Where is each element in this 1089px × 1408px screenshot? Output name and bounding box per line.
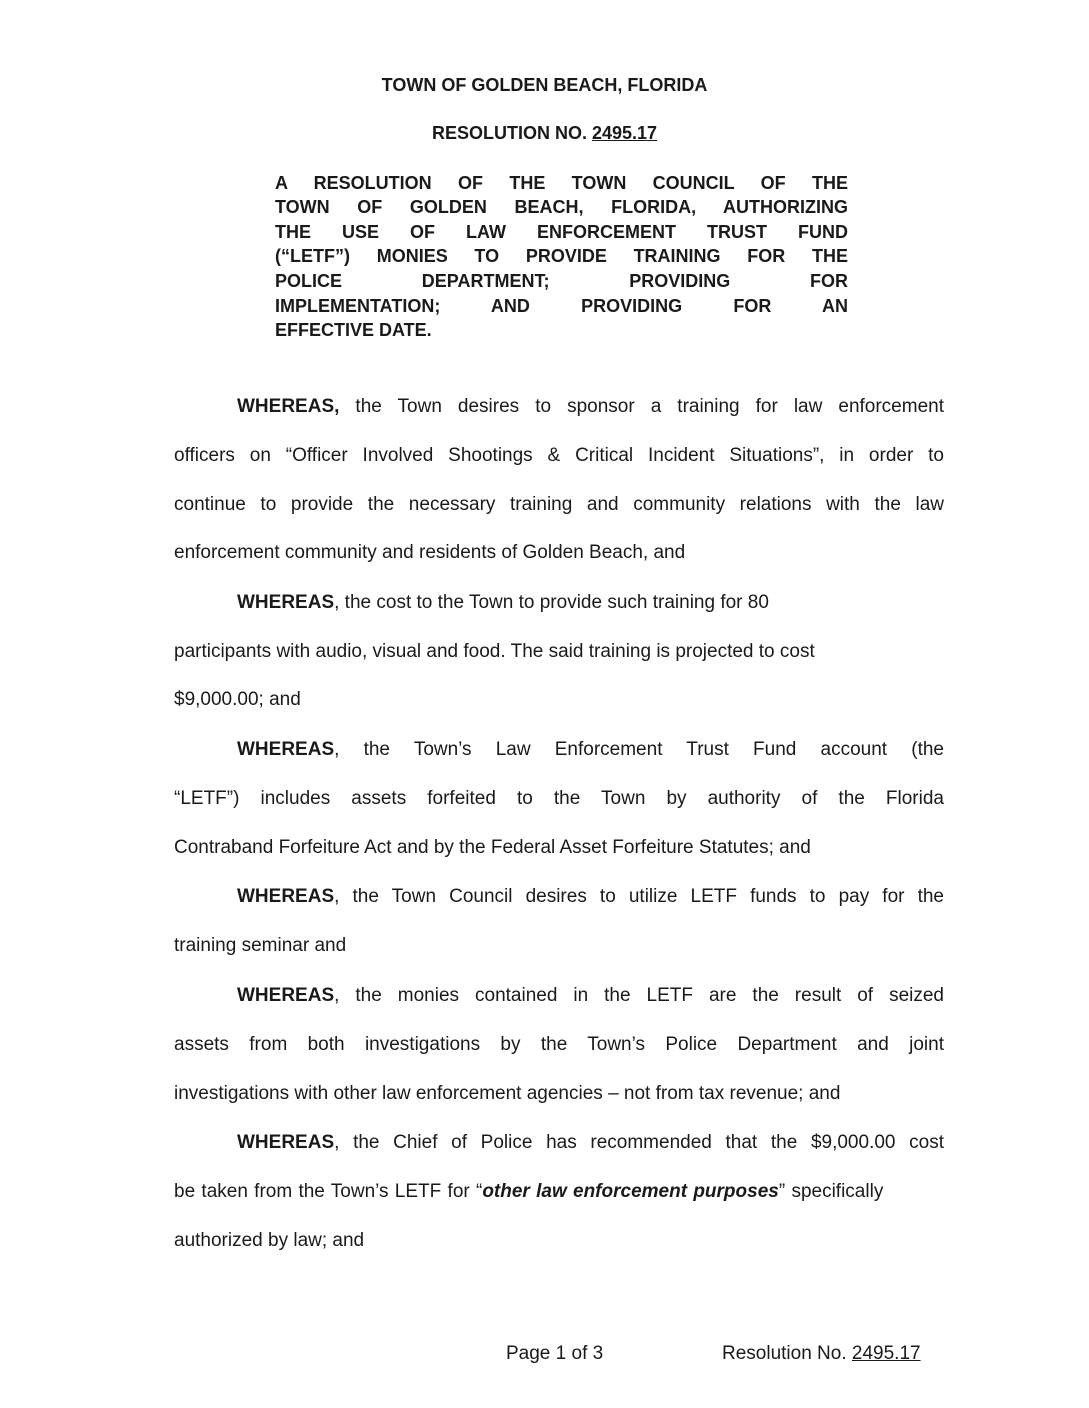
line-text: be taken from the Town’s LETF for “ — [174, 1181, 483, 1202]
whereas-keyword: WHEREAS — [237, 985, 335, 1006]
caption-line: EFFECTIVE DATE. — [275, 320, 432, 340]
body-line — [174, 1180, 944, 1204]
footer-resolution-number — [722, 1343, 921, 1365]
body-line — [237, 1131, 944, 1155]
body-line: authorized by law; and — [174, 1230, 365, 1251]
body-line: training seminar and — [174, 935, 347, 956]
footer-resolution-value: 2495.17 — [851, 1343, 921, 1364]
body-line: participants with audio, visual and food. The said training is projected to cost — [174, 641, 815, 662]
caption-line: A RESOLUTION OF THE TOWN COUNCIL OF THE — [275, 173, 848, 193]
resolution-label: RESOLUTION NO. — [431, 123, 592, 143]
body-line: officers on “Officer Involved Shootings & Critical Incident Situations”, in order to — [174, 445, 944, 466]
whereas-keyword: WHEREAS, — [237, 396, 340, 417]
line-text: , the monies contained in the LETF are the result of seized — [334, 985, 944, 1006]
body-line: Contraband Forfeiture Act and by the Federal Asset Forfeiture Statutes; and — [174, 837, 811, 858]
caption-line: POLICE DEPARTMENT; PROVIDING FOR — [275, 271, 848, 291]
whereas-keyword: WHEREAS — [237, 739, 335, 760]
body-line: assets from both investigations by the Town’s Police Department and joint — [174, 1034, 944, 1055]
body-line — [237, 395, 944, 419]
body-line: $9,000.00; and — [174, 689, 301, 710]
body-line: investigations with other law enforcement agencies – not from tax revenue; and — [174, 1083, 841, 1104]
caption-line: THE USE OF LAW ENFORCEMENT TRUST FUND — [275, 222, 848, 242]
caption-line: (“LETF”) MONIES TO PROVIDE TRAINING FOR THE — [275, 246, 848, 266]
resolution-number: 2495.17 — [591, 123, 658, 143]
whereas-keyword: WHEREAS — [237, 886, 335, 907]
resolution-number-heading — [0, 123, 1089, 144]
emphasized-text: other law enforcement purposes — [482, 1181, 779, 1202]
body-line: enforcement community and residents of Golden Beach, and — [174, 542, 686, 563]
body-line — [237, 738, 944, 762]
whereas-keyword: WHEREAS — [237, 1132, 335, 1153]
line-text: ” specifically — [778, 1181, 884, 1202]
whereas-keyword: WHEREAS — [237, 592, 335, 613]
line-text: , the Town’s Law Enforcement Trust Fund account (the — [334, 739, 944, 760]
town-heading: TOWN OF GOLDEN BEACH, FLORIDA — [381, 75, 708, 95]
caption-line: IMPLEMENTATION; AND PROVIDING FOR AN — [275, 296, 848, 316]
body-line: “LETF”) includes assets forfeited to the Town by authority of the Florida — [174, 788, 944, 809]
line-text: , the Town Council desires to utilize LETF funds to pay for the — [334, 886, 944, 907]
body-line — [237, 591, 944, 615]
body-line — [237, 885, 944, 909]
page-number: Page 1 of 3 — [506, 1343, 604, 1364]
footer-resolution-label: Resolution No. — [722, 1343, 852, 1364]
body-line: continue to provide the necessary training and community relations with the law — [174, 494, 944, 515]
line-text: , the cost to the Town to provide such training for 80 — [334, 592, 769, 613]
body-line — [237, 984, 944, 1008]
line-text: , the Chief of Police has recommended that the $9,000.00 cost — [334, 1132, 944, 1153]
caption-line: TOWN OF GOLDEN BEACH, FLORIDA, AUTHORIZING — [275, 197, 848, 217]
line-text: the Town desires to sponsor a training for law enforcement — [339, 396, 944, 417]
